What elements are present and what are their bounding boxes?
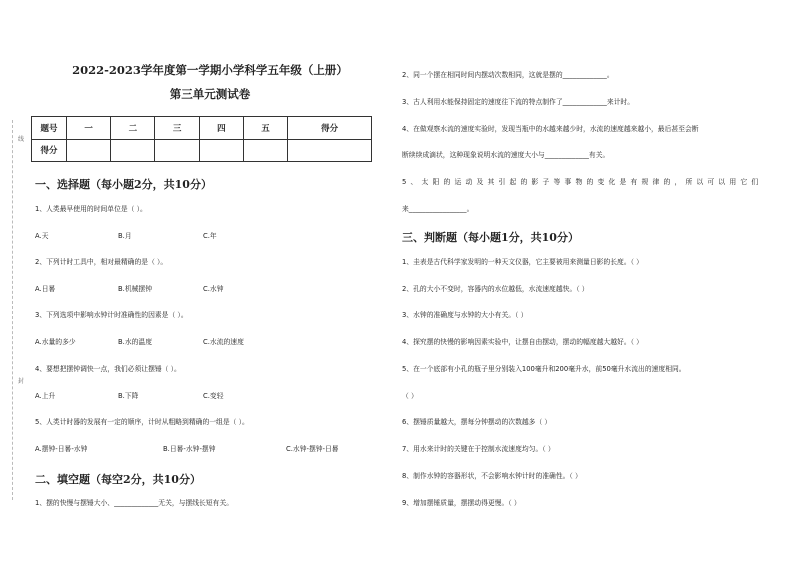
judge-question-3: 3、水钟的准确度与水钟的大小有关。（ ） bbox=[402, 311, 528, 319]
binding-line bbox=[12, 120, 13, 500]
choice-option[interactable]: C.年 bbox=[203, 232, 217, 240]
section-3-heading: 三、判断题（每小题1分，共10分） bbox=[402, 231, 579, 244]
fill-question-1: 1、摆的快慢与摆锤大小、_____________无关，与摆线长短有关。 bbox=[35, 499, 234, 507]
fill-question-4-line2: 断续续成滴状，这种现象说明水流的速度大小与_____________有关。 bbox=[402, 151, 610, 159]
score-header-cell: 得分 bbox=[288, 117, 372, 140]
choice-option[interactable]: B.日晷-水钟-摆钟 bbox=[163, 445, 216, 453]
choice-option[interactable]: B.月 bbox=[118, 232, 132, 240]
choice-option[interactable]: C.变轻 bbox=[203, 392, 224, 400]
score-header-cell: 五 bbox=[243, 117, 287, 140]
choice-question-1: 1、人类最早使用的时间单位是（ ）。 bbox=[35, 205, 147, 213]
choice-question-2: 2、下列计时工具中，相对最精确的是（ ）。 bbox=[35, 258, 168, 266]
judge-question-9: 9、增加摆锤质量，摆摆动得更慢。（ ） bbox=[402, 499, 521, 507]
judge-question-4: 4、探究摆的快慢的影响因素实验中，让摆自由摆动，摆动的幅度越大越好。（ ） bbox=[402, 338, 643, 346]
score-header-cell: 二 bbox=[111, 117, 155, 140]
binding-mark-bottom: 封 bbox=[18, 378, 25, 385]
score-header-cell: 四 bbox=[199, 117, 243, 140]
fill-question-3: 3、古人利用水能保持固定的速度往下流的特点制作了_____________来计时。 bbox=[402, 98, 635, 106]
choice-option[interactable]: A.水量的多少 bbox=[35, 338, 76, 346]
section-1-heading: 一、选择题（每小题2分，共10分） bbox=[35, 178, 212, 191]
exam-title: 2022-2023学年度第一学期小学科学五年级（上册） bbox=[72, 63, 348, 77]
score-table-header-row bbox=[32, 117, 372, 140]
score-cell[interactable] bbox=[67, 139, 111, 162]
score-cell[interactable] bbox=[199, 139, 243, 162]
fill-question-5-line1: 5、太阳的运动及其引起的影子等事物的变化是有规律的，所以可以用它们 bbox=[402, 178, 763, 186]
score-cell[interactable] bbox=[111, 139, 155, 162]
fill-question-4-line1: 4、在做观察水流的速度实验时，发现当瓶中的水越来越少时，水流的速度越来越小，最后甚至会断 bbox=[402, 125, 699, 133]
choice-question-4: 4、要想把摆钟调快一点，我们必须让摆锤（ ）。 bbox=[35, 365, 181, 373]
judge-question-6: 6、摆锤质量越大，摆每分钟摆动的次数越多（ ） bbox=[402, 418, 552, 426]
choice-option[interactable]: A.上升 bbox=[35, 392, 56, 400]
fill-question-2: 2、同一个摆在相同时间内摆动次数相同，这就是摆的_____________。 bbox=[402, 71, 614, 79]
judge-question-1: 1、圭表是古代科学家发明的一种天文仪器，它主要被用来测量日影的长度。（ ） bbox=[402, 258, 643, 266]
score-table-score-row bbox=[32, 139, 372, 162]
choice-option[interactable]: A.日晷 bbox=[35, 285, 56, 293]
choice-option[interactable]: C.水钟 bbox=[203, 285, 224, 293]
choice-option[interactable]: B.水的温度 bbox=[118, 338, 153, 346]
choice-option[interactable]: C.水钟-摆钟-日晷 bbox=[286, 445, 339, 453]
score-cell[interactable] bbox=[288, 139, 372, 162]
choice-option[interactable]: A.天 bbox=[35, 232, 49, 240]
score-cell[interactable] bbox=[243, 139, 287, 162]
section-2-heading: 二、填空题（每空2分，共10分） bbox=[35, 473, 201, 486]
fill-question-5-line2: 来_________________。 bbox=[402, 205, 474, 213]
choice-option[interactable]: A.摆钟-日晷-水钟 bbox=[35, 445, 88, 453]
score-header-cell: 题号 bbox=[32, 117, 67, 140]
judge-question-5-line1: 5、在一个底部有小孔的瓶子里分别装入100毫升和200毫升水，前50毫升水流出的速度相同。 bbox=[402, 365, 686, 373]
choice-option[interactable]: C.水流的速度 bbox=[203, 338, 244, 346]
binding-mark-top: 线 bbox=[18, 136, 25, 143]
score-row-label: 得分 bbox=[32, 139, 67, 162]
choice-option[interactable]: B.下降 bbox=[118, 392, 139, 400]
score-header-cell: 一 bbox=[67, 117, 111, 140]
exam-subtitle: 第三单元测试卷 bbox=[169, 87, 251, 101]
choice-question-3: 3、下列选项中影响水钟计时准确性的因素是（ ）。 bbox=[35, 311, 188, 319]
judge-question-8: 8、制作水钟的容器形状，不会影响水钟计时的准确性。（ ） bbox=[402, 472, 582, 480]
judge-question-5-line2: （ ） bbox=[402, 392, 418, 400]
score-cell[interactable] bbox=[155, 139, 199, 162]
judge-question-7: 7、用水来计时的关键在于控制水流速度均匀。（ ） bbox=[402, 445, 555, 453]
score-table bbox=[31, 116, 372, 162]
choice-question-5: 5、人类计时器的发展有一定的顺序，计时从粗略到精确的一组是（ ）。 bbox=[35, 418, 249, 426]
choice-option[interactable]: B.机械摆钟 bbox=[118, 285, 153, 293]
judge-question-2: 2、孔的大小不变时，容器内的水位越低，水流速度越快。（ ） bbox=[402, 285, 589, 293]
score-header-cell: 三 bbox=[155, 117, 199, 140]
